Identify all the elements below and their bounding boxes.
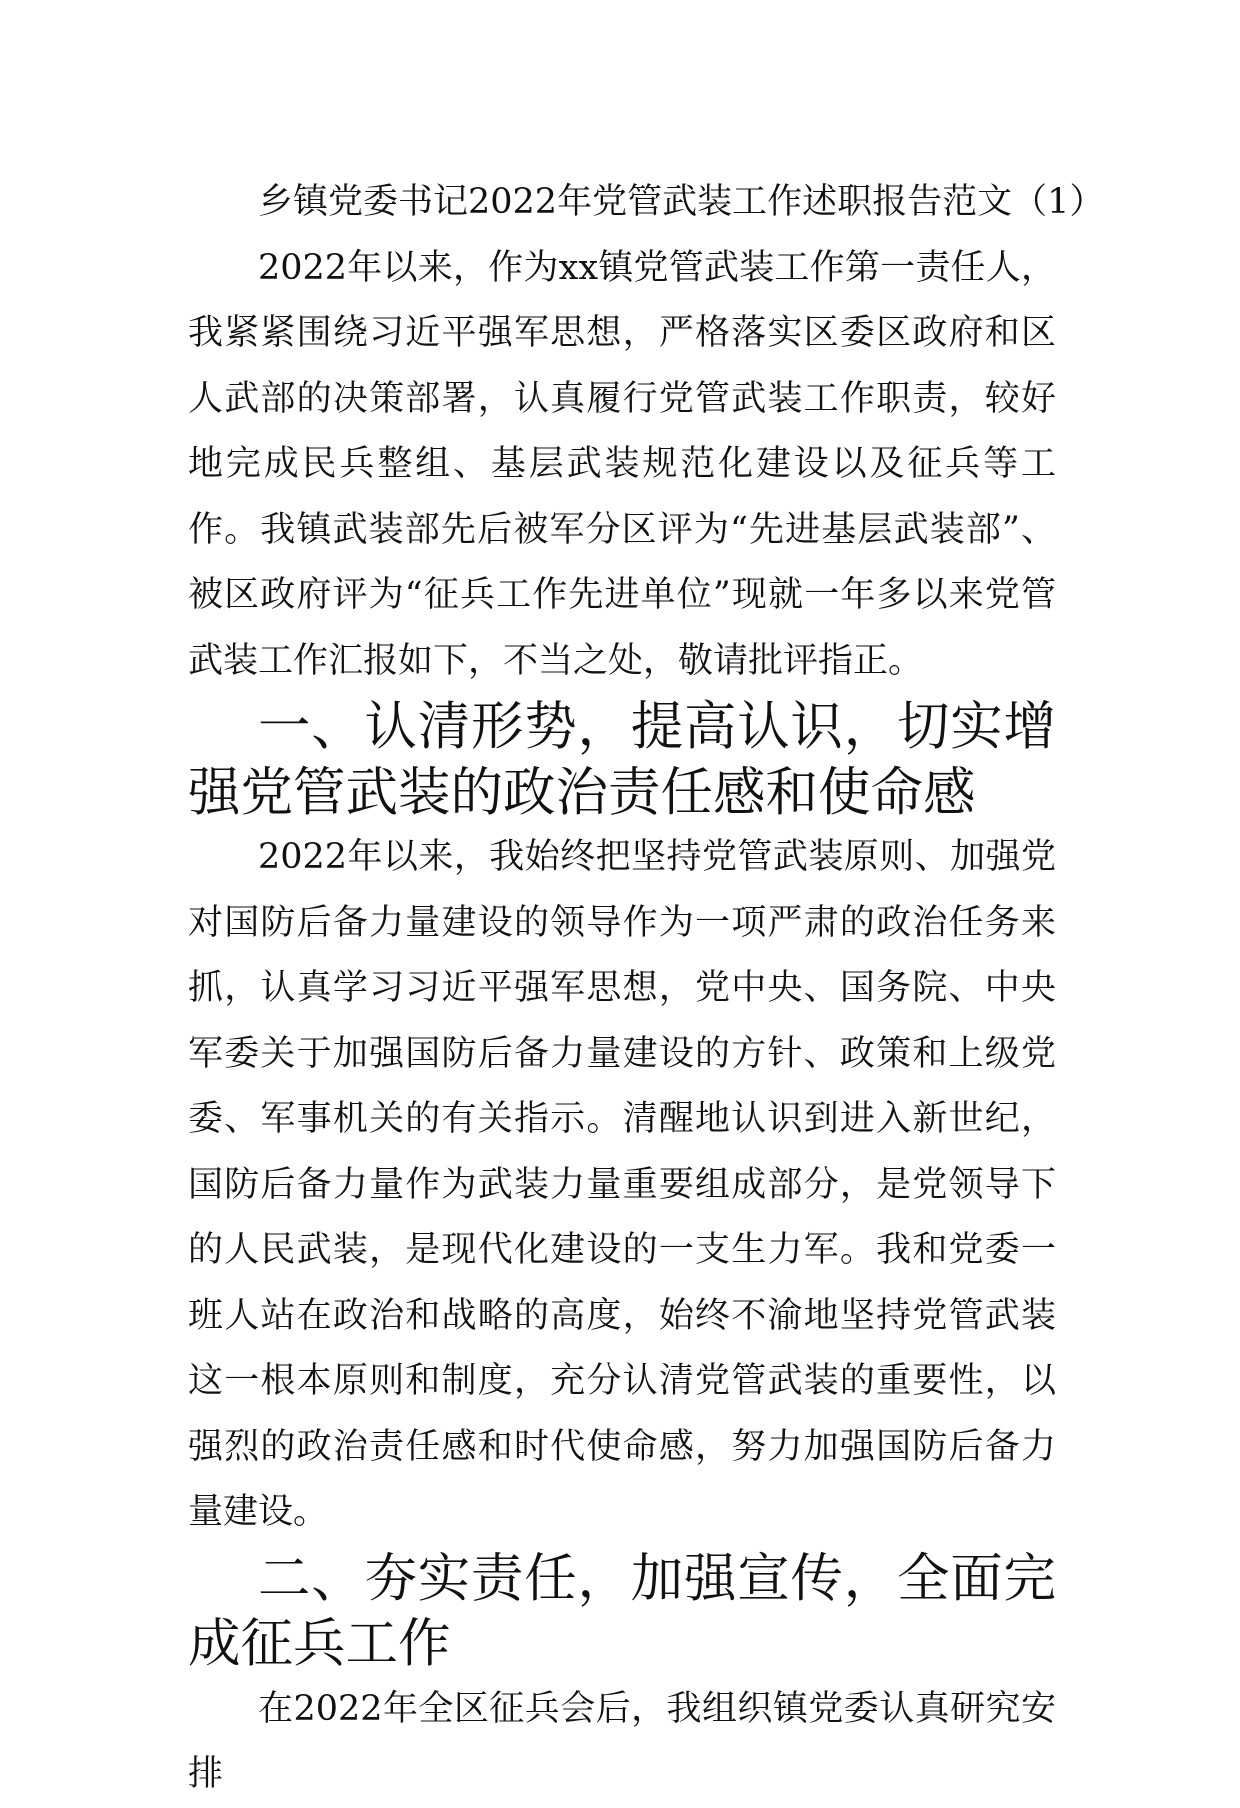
document-body xyxy=(188,170,1105,1808)
section-heading-2: 二、夯实责任，加强宣传，全面完成征兵工作 xyxy=(188,1547,1056,1674)
section-2-paragraph: 在2022年全区征兵会后，我组织镇党委认真研究安排 xyxy=(188,1688,1056,1794)
document-title: 乡镇党委书记2022年党管武装工作述职报告范文（1） xyxy=(258,182,1105,222)
section-heading-1: 一、认清形势，提高认识，切实增强党管武装的政治责任感和使命感 xyxy=(188,696,1056,823)
section-1-paragraph: 2022年以来，我始终把坚持党管武装原则、加强党对国防后备力量建设的领导作为一项严肃的政治任务来抓，认真学习习近平强军思想，党中央、国务院、中央军委关于加强国防后备力量建设的方针、政策和上级党委、军事机关的有关指示。清醒地认识到进入新世纪，国防后备力量作为武装力量重要组成部分，是党领导下的人民武装，是现代化建设的一支生力军。我和党委一班人站在政治和战略的高度，始终不渝地坚持党管武装这一根本原则和制度，充分认清党管武装的重要性，以强烈的政治责任感和时代使命感，努力加强国防后备力量建设。 xyxy=(188,837,1056,1532)
intro-paragraph: 2022年以来，作为xx镇党管武装工作第一责任人，我紧紧围绕习近平强军思想，严格落实区委区政府和区人武部的决策部署，认真履行党管武装工作职责，较好地完成民兵整组、基层武装规范化建设以及征兵等工作。我镇武装部先后被军分区评为“先进基层武装部”、被区政府评为“征兵工作先进单位”现就一年多以来党管武装工作汇报如下，不当之处，敬请批评指正。 xyxy=(188,247,1056,681)
